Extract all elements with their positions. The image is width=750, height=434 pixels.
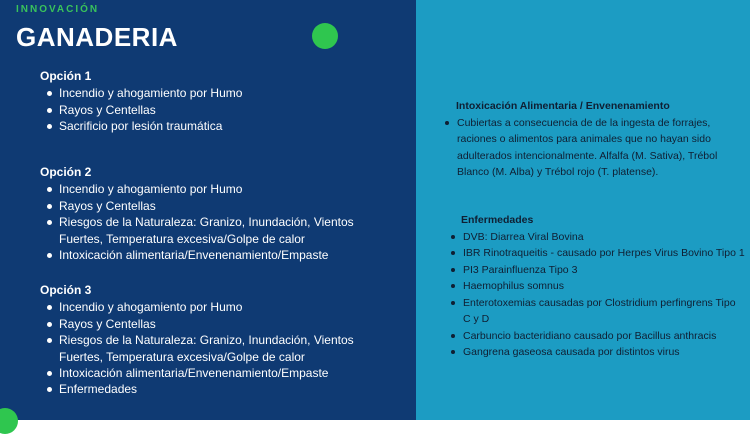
- intoxicacion-list: [445, 115, 741, 181]
- list-item: Incendio y ahogamiento por Humo: [59, 85, 370, 101]
- option-heading: Opción 3: [40, 283, 92, 297]
- option-list: [40, 85, 370, 134]
- option-list: [40, 299, 375, 397]
- list-item: Sacrificio por lesión traumática: [59, 118, 370, 134]
- list-item: Enfermedades: [59, 381, 375, 397]
- list-item: Incendio y ahogamiento por Humo: [59, 299, 375, 315]
- option-heading: Opción 1: [40, 69, 92, 83]
- list-item: PI3 Parainfluenza Tipo 3: [451, 262, 746, 279]
- enfermedades-list: [451, 229, 746, 361]
- option-1: [40, 68, 370, 135]
- option-2: [40, 164, 375, 263]
- list-item: Carbuncio bacteridiano causado por Bacillus anthracis: [451, 328, 746, 345]
- list-item: Rayos y Centellas: [59, 316, 375, 332]
- option-3: [40, 282, 375, 398]
- intoxicacion-block: [456, 98, 741, 181]
- list-item: IBR Rinotraqueitis - causado por Herpes Virus Bovino Tipo 1: [451, 245, 746, 262]
- list-item: Enterotoxemias causadas por Clostridium perfingrens Tipo C y D: [451, 295, 746, 328]
- list-item: DVB: Diarrea Viral Bovina: [451, 229, 746, 246]
- green-dot-decoration: [0, 408, 18, 434]
- list-item: Gangrena gaseosa causada por distintos virus: [451, 344, 746, 361]
- list-item: Riesgos de la Naturaleza: Granizo, Inundación, Vientos Fuertes, Temperatura excesiva/Golpe de calor: [59, 214, 375, 247]
- enfermedades-heading: Enfermedades: [461, 214, 534, 226]
- option-list: [40, 181, 375, 263]
- right-panel: [416, 0, 750, 420]
- list-item: Haemophilus somnus: [451, 278, 746, 295]
- enfermedades-block: [461, 212, 746, 361]
- list-item: Intoxicación alimentaria/Envenenamiento/Empaste: [59, 365, 375, 381]
- list-item: Cubiertas a consecuencia de de la ingesta de forrajes, raciones o alimentos para animales que no hayan sido adulterados intencionalmente. Alfalfa (M. Sativa), Trébol Blanco (M. Alba) y Trébol rojo (T. platense).: [445, 115, 741, 181]
- green-dot-decoration: [312, 23, 338, 49]
- eyebrow-label: INNOVACIÓN: [16, 4, 100, 15]
- option-heading: Opción 2: [40, 165, 92, 179]
- list-item: Rayos y Centellas: [59, 198, 375, 214]
- intoxicacion-heading: Intoxicación Alimentaria / Envenenamiento: [456, 100, 670, 112]
- list-item: Incendio y ahogamiento por Humo: [59, 181, 375, 197]
- page-title: GANADERIA: [16, 22, 178, 52]
- list-item: Rayos y Centellas: [59, 102, 370, 118]
- list-item: Riesgos de la Naturaleza: Granizo, Inundación, Vientos Fuertes, Temperatura excesiva/Golpe de calor: [59, 332, 375, 365]
- list-item: Intoxicación alimentaria/Envenenamiento/Empaste: [59, 247, 375, 263]
